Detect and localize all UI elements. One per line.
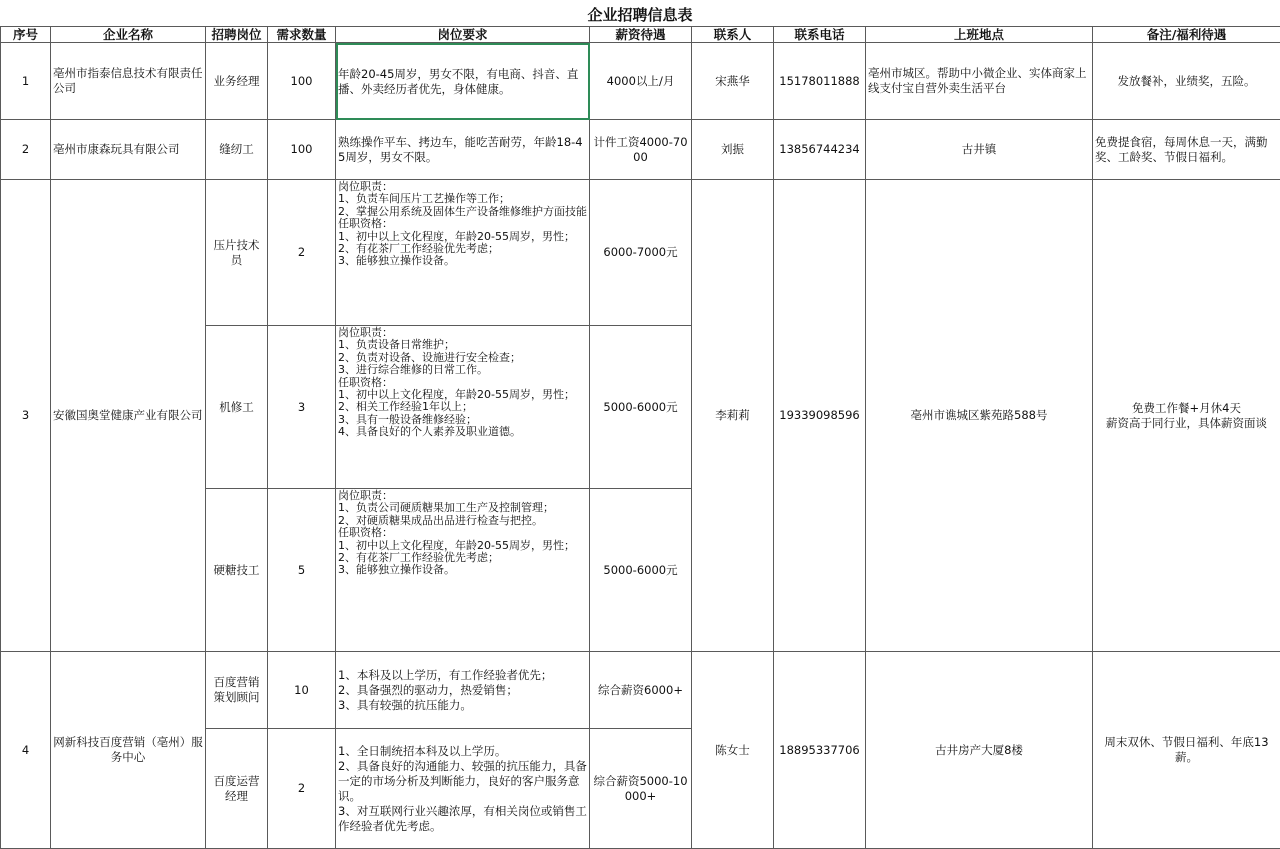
cell-count[interactable]: 100: [268, 43, 336, 120]
cell-count[interactable]: 10: [268, 652, 336, 729]
requirement-line: 3、能够独立操作设备。: [338, 564, 587, 576]
cell-requirements[interactable]: [336, 43, 590, 120]
cell-requirements[interactable]: [336, 652, 590, 729]
header-salary[interactable]: 薪资待遇: [590, 27, 692, 43]
cell-salary[interactable]: 综合薪资5000-10000+: [590, 729, 692, 849]
cell-phone[interactable]: 15178011888: [774, 43, 866, 120]
requirement-line: 3、能够独立操作设备。: [338, 255, 587, 267]
header-company[interactable]: 企业名称: [51, 27, 206, 43]
cell-count[interactable]: 2: [268, 180, 336, 326]
requirement-line: 1、初中以上文化程度，年龄20-55周岁，男性；: [338, 389, 587, 401]
cell-salary[interactable]: 5000-6000元: [590, 326, 692, 489]
header-benefits[interactable]: 备注/福利待遇: [1093, 27, 1280, 43]
requirement-line: 任职资格：: [338, 527, 587, 539]
cell-requirements[interactable]: [336, 489, 590, 652]
cell-position[interactable]: 百度营销策划顾问: [206, 652, 268, 729]
cell-count[interactable]: 5: [268, 489, 336, 652]
requirement-line: 3、进行综合维修的日常工作。: [338, 364, 587, 376]
cell-requirements[interactable]: [336, 180, 590, 326]
cell-count[interactable]: 3: [268, 326, 336, 489]
cell-position[interactable]: 业务经理: [206, 43, 268, 120]
header-row: [1, 27, 1280, 43]
requirement-line: 岗位职责：: [338, 490, 587, 502]
requirement-line: 3、具有一般设备维修经验；: [338, 414, 587, 426]
cell-requirements[interactable]: [336, 120, 590, 180]
cell-contact[interactable]: 刘振: [692, 120, 774, 180]
header-no[interactable]: 序号: [1, 27, 51, 43]
requirement-line: 3、具有较强的抗压能力。: [338, 698, 587, 713]
cell-location[interactable]: 亳州市谯城区紫苑路588号: [866, 180, 1093, 652]
requirement-line: 1、初中以上文化程度，年龄20-55周岁，男性；: [338, 231, 587, 243]
table-row: [1, 652, 1280, 729]
header-requirements[interactable]: 岗位要求: [336, 27, 590, 43]
cell-company[interactable]: 安徽国奥堂健康产业有限公司: [51, 180, 206, 652]
cell-contact[interactable]: 陈女士: [692, 652, 774, 849]
requirement-line: 1、本科及以上学历，有工作经验者优先；: [338, 668, 587, 683]
cell-count[interactable]: 2: [268, 729, 336, 849]
cell-location[interactable]: 古井镇: [866, 120, 1093, 180]
requirement-line: 2、具备良好的沟通能力、较强的抗压能力，具备一定的市场分析及判断能力，良好的客户服务意识。: [338, 759, 587, 804]
cell-phone[interactable]: 18895337706: [774, 652, 866, 849]
cell-company[interactable]: 亳州市康森玩具有限公司: [51, 120, 206, 180]
requirement-line: 2、对硬质糖果成品出品进行检查与把控。: [338, 515, 587, 527]
requirement-line: 1、全日制统招本科及以上学历。: [338, 744, 587, 759]
cell-no[interactable]: 1: [1, 43, 51, 120]
requirement-line: 岗位职责：: [338, 181, 587, 193]
cell-position[interactable]: 百度运营经理: [206, 729, 268, 849]
cell-no[interactable]: 2: [1, 120, 51, 180]
cell-position[interactable]: 硬糖技工: [206, 489, 268, 652]
header-phone[interactable]: 联系电话: [774, 27, 866, 43]
cell-benefits[interactable]: 周末双休、节假日福利、年底13薪。: [1093, 652, 1280, 849]
cell-position[interactable]: 压片技术员: [206, 180, 268, 326]
requirement-line: 1、负责设备日常维护；: [338, 339, 587, 351]
cell-benefits[interactable]: [1093, 180, 1280, 652]
requirement-line: 1、负责车间压片工艺操作等工作；: [338, 193, 587, 205]
cell-salary[interactable]: 综合薪资6000+: [590, 652, 692, 729]
requirement-line: 2、相关工作经验1年以上；: [338, 401, 587, 413]
requirement-line: 年龄20-45周岁，男女不限，有电商、抖音、直播、外卖经历者优先，身体健康。: [338, 67, 587, 97]
sheet-title: 企业招聘信息表: [0, 0, 1280, 26]
requirement-line: 2、有花茶厂工作经验优先考虑；: [338, 243, 587, 255]
cell-salary[interactable]: 5000-6000元: [590, 489, 692, 652]
cell-salary[interactable]: 4000以上/月: [590, 43, 692, 120]
requirement-line: 任职资格：: [338, 377, 587, 389]
cell-benefits[interactable]: 发放餐补，业绩奖，五险。: [1093, 43, 1280, 120]
requirement-line: 任职资格：: [338, 218, 587, 230]
cell-requirements[interactable]: [336, 326, 590, 489]
cell-salary[interactable]: 6000-7000元: [590, 180, 692, 326]
header-location[interactable]: 上班地点: [866, 27, 1093, 43]
requirement-line: 2、有花茶厂工作经验优先考虑；: [338, 552, 587, 564]
requirement-line: 2、负责对设备、设施进行安全检查；: [338, 352, 587, 364]
requirement-line: 2、具备强烈的驱动力，热爱销售；: [338, 683, 587, 698]
cell-phone[interactable]: 19339098596: [774, 180, 866, 652]
requirement-line: 4、具备良好的个人素养及职业道德。: [338, 426, 587, 438]
requirement-line: 3、对互联网行业兴趣浓厚，有相关岗位或销售工作经验者优先考虑。: [338, 804, 587, 834]
cell-position[interactable]: 机修工: [206, 326, 268, 489]
cell-contact[interactable]: 李莉莉: [692, 180, 774, 652]
table-row: [1, 43, 1280, 120]
cell-company[interactable]: 网新科技百度营销（亳州）服务中心: [51, 652, 206, 849]
cell-salary[interactable]: 计件工资4000-7000: [590, 120, 692, 180]
cell-no[interactable]: 4: [1, 652, 51, 849]
cell-company[interactable]: 亳州市指泰信息技术有限责任公司: [51, 43, 206, 120]
requirement-line: 岗位职责：: [338, 327, 587, 339]
cell-requirements[interactable]: [336, 729, 590, 849]
cell-benefits[interactable]: 免费提食宿，每周休息一天，满勤奖、工龄奖、节假日福利。: [1093, 120, 1280, 180]
header-contact[interactable]: 联系人: [692, 27, 774, 43]
cell-phone[interactable]: 13856744234: [774, 120, 866, 180]
header-position[interactable]: 招聘岗位: [206, 27, 268, 43]
cell-no[interactable]: 3: [1, 180, 51, 652]
header-count[interactable]: 需求数量: [268, 27, 336, 43]
recruitment-table: [0, 26, 1280, 849]
table-row: [1, 180, 1280, 326]
cell-position[interactable]: 缝纫工: [206, 120, 268, 180]
benefits-text: 免费工作餐+月休4天 薪资高于同行业，具体薪资面谈: [1095, 401, 1278, 431]
requirement-line: 2、掌握公用系统及固体生产设备维修维护方面技能: [338, 206, 587, 218]
requirement-line: 1、负责公司硬质糖果加工生产及控制管理；: [338, 502, 587, 514]
cell-location[interactable]: 古井房产大厦8楼: [866, 652, 1093, 849]
cell-count[interactable]: 100: [268, 120, 336, 180]
requirement-line: 熟练操作平车、拷边车，能吃苦耐劳，年龄18-45周岁，男女不限。: [338, 135, 587, 165]
requirement-line: 1、初中以上文化程度，年龄20-55周岁，男性；: [338, 540, 587, 552]
table-row: [1, 120, 1280, 180]
cell-location[interactable]: 亳州市城区。帮助中小微企业、实体商家上线支付宝自营外卖生活平台: [866, 43, 1093, 120]
cell-contact[interactable]: 宋燕华: [692, 43, 774, 120]
